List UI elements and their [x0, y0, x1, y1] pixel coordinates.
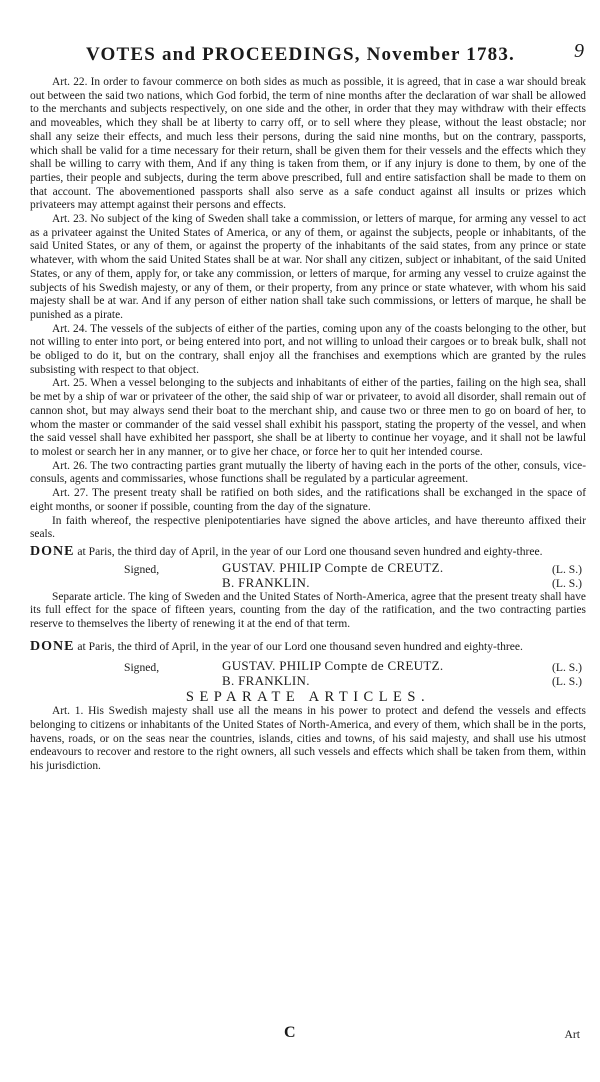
signature-block-1: [30, 561, 586, 591]
seal-1: (L. S.): [552, 661, 582, 675]
signatory-franklin: B. FRANKLIN.: [222, 574, 310, 590]
header-title: VOTES and PROCEEDINGS, November 1783.: [86, 44, 515, 65]
signatory-creutz: GUSTAV. PHILIP Compte de CREUTZ.: [222, 559, 444, 575]
article-26: Art. 26. The two contracting parties grant mutually the liberty of having each in the ports of the other, consuls, vice-consuls, agents and commissaries, whose functions shall be regulated by a particular agreement.: [30, 459, 586, 486]
article-25: Art. 25. When a vessel belonging to the subjects and inhabitants of either of the parties, failing on the high sea, shall be met by a ship of war or privateer of the other, the said ship of war or privateer, to avoid all disorder, shall remain out of cannon shot, but may always send their boat to the merchant ship, and cause two or three men to go on board of her, to whom the master or commander of the said vessel shall exhibit his passport, stating the property of the vessel, and when the said vessel shall have exhibited her passport, she shall be at liberty to continue her voyage, and it shall not be lawful to molest or search her in any manner, or to give her chace, or force her to quit her intended course.: [30, 377, 586, 458]
signatory-creutz: GUSTAV. PHILIP Compte de CREUTZ.: [222, 658, 444, 674]
in-faith-paragraph: In faith whereof, the respective plenipotentiaries have signed the above articles, and have thereunto affixed their seals.: [30, 514, 586, 541]
page-number: 9: [574, 40, 584, 62]
signature-mark: C: [284, 1024, 296, 1041]
done-at-paris-2: [30, 640, 586, 654]
article-27: Art. 27. The present treaty shall be ratified on both sides, and the ratifications shall be exchanged in the space of eight months, or sooner if possible, counting from the day of the signature.: [30, 487, 586, 513]
separate-article-1: Art. 1. His Swedish majesty shall use all the means in his power to protect and defend the vessels and effects belonging to citizens or inhabitants of the United States of North-America, and every of them, which shall be in the ports, havens, roads, or on the seas near the countries, islands, cities and towns, of his said majesty, and shall use his utmost endeavours to recover and restore to the right owners, all such vessels and effects which shall be taken from them, within his jurisdiction.: [30, 705, 586, 772]
signature-block-2: [30, 659, 586, 689]
article-22: Art. 22. In order to favour commerce on both sides as much as possible, it is agreed, that in case a war should break out between the said two nations, which God forbid, the term of nine months after the declaration of war shall be allowed to the merchants and subjects respectively, on one side and the other, in order that they may withdraw with their effects and moveables, which they shall be at liberty to carry off, or to sell where they please, without the least obstacle; nor shall any seize their effects, and much less their persons, during the said nine months, but on the contrary, passports, which shall be valid for a time necessary for their return, shall be given them for their vessels and the effects which they shall be willing to carry with them, And if any thing is taken from them, or if any injury is done to them, by one of the parties, their people and subjects, during the term above prescribed, full and entire satisfaction shall be made to them on that account. The abovementioned passports shall also serve as a safe conduct against all insults or prizes which privateers may attempt against their persons and effects.: [30, 76, 586, 212]
article-23: Art. 23. No subject of the king of Sweden shall take a commission, or letters of marque, for arming any vessel to act as a privateer against the United States of America, or any of them, or against the subjects, people or inhabitants, of the said United States, or any of them, or against the property of the inhabitants of the said states, from any prince or state whatever, with whom the said United States shall be at war. Nor shall any citizen, subject or inhabitant, of the said United States, or any of them, apply for, or take any commission, or letters of marque, for arming any vessel to cruize against the subjects of his Swedish majesty, or any of them, or their property, from any prince or state whatever, with whom his said majesty shall be at war. And if any person of either nation shall take such commissions, or letters of marque, he shall be punished as a pirate.: [30, 213, 586, 321]
page-footer: [30, 1024, 588, 1044]
signed-label: Signed,: [124, 661, 160, 675]
done-at-paris-1: [30, 545, 586, 559]
separate-article: Separate article. The king of Sweden and the United States of North-America, agree that the present treaty shall have its full effect for the space of fifteen years, counting from the day of the ratification, and the two contracting parties reserve to themselves the liberty of renewing it at the end of that term.: [30, 590, 586, 631]
document-body: [30, 76, 586, 774]
seal-2: (L. S.): [552, 576, 582, 590]
done-cap: DONE: [30, 638, 75, 654]
separate-articles-heading: SEPARATE ARTICLES.: [185, 689, 431, 706]
done-text: at Paris, the third day of April, in the year of our Lord one thousand seven hundred and eighty-three.: [74, 544, 543, 558]
running-header: [30, 40, 588, 66]
seal-2: (L. S.): [552, 675, 582, 689]
signatory-franklin: B. FRANKLIN.: [222, 673, 310, 689]
done-text: at Paris, the third of April, in the year of our Lord one thousand seven hundred and eighty-three.: [74, 639, 523, 653]
done-cap: DONE: [30, 543, 75, 559]
catchword: Art: [564, 1028, 580, 1041]
article-24: Art. 24. The vessels of the subjects of either of the parties, coming upon any of the coasts belonging to the other, but not willing to enter into port, or being entered into port, and not willing to unload their cargoes or to break bulk, shall not be obliged to do it, but on the contrary, shall enjoy all the franchises and exemptions which are granted by the rules subsisting with respect to that object.: [30, 322, 586, 376]
signed-label: Signed,: [124, 562, 160, 576]
seal-1: (L. S.): [552, 562, 582, 576]
